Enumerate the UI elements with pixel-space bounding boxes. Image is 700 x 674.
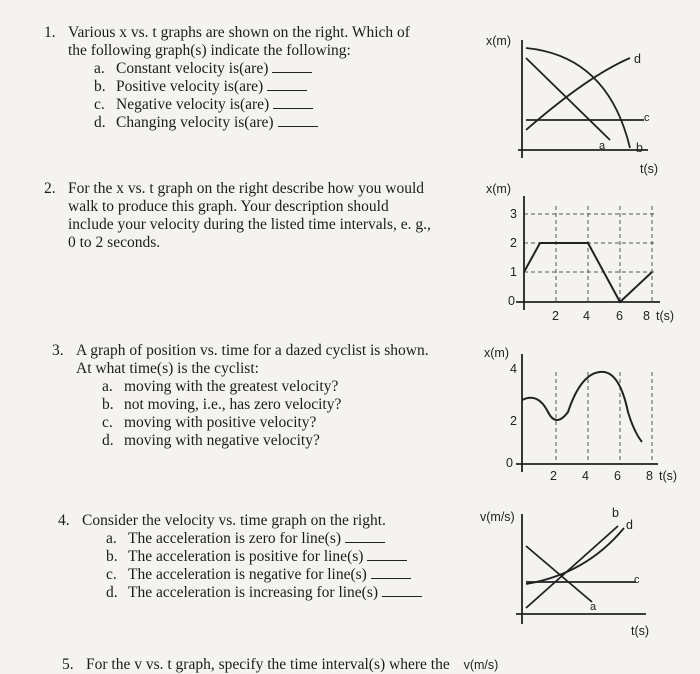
graph4-xlabel: t(s) <box>631 624 650 638</box>
answer-blank[interactable] <box>382 584 422 597</box>
graph2-ytick-3: 3 <box>510 207 517 221</box>
question-2: 2. For the x vs. t graph on the right describe how you would walk to produce this graph. Your description should include your velocity during the listed time intervals, e. g., 0 to 2 seconds. <box>44 180 431 251</box>
q5-graph-label: v(m/s) <box>463 658 499 672</box>
answer-blank[interactable] <box>371 566 411 579</box>
answer-blank[interactable] <box>273 96 313 109</box>
answer-blank[interactable] <box>267 78 307 91</box>
graph3-ytick-2: 2 <box>510 414 517 428</box>
graph3-xtick-4: 4 <box>582 469 589 483</box>
graph2-xtick-6: 6 <box>616 309 623 323</box>
q3-number: 3. <box>52 342 64 359</box>
q1-number: 1. <box>44 24 56 41</box>
graph1-label-c: c <box>644 112 650 124</box>
graph-3 <box>478 342 698 492</box>
answer-blank[interactable] <box>272 60 312 73</box>
q1-line1: Various x vs. t graphs are shown on the right. Which of <box>68 24 410 41</box>
graph2-ytick-2: 2 <box>510 236 517 250</box>
graph3-ytick-4: 4 <box>510 362 517 376</box>
graph4-line-d <box>526 528 624 584</box>
graph1-line-b <box>526 48 630 148</box>
question-4: 4. Consider the velocity vs. time graph on the right. a. The acceleration is zero for line(s) b. The acceleration is positive for line(s) c. The acceleration is negative for line(s) d. The acceleration is increasing for line(s) <box>58 512 422 602</box>
q3-item-c: c. moving with positive velocity? <box>102 414 317 431</box>
graph4-label-b: b <box>612 506 619 520</box>
graph4-line-b <box>526 526 618 608</box>
graph3-ylabel: x(m) <box>484 346 509 360</box>
graph4-label-a: a <box>590 601 597 613</box>
graph1-line-a <box>526 58 610 140</box>
graph1-label-d: d <box>634 52 641 66</box>
q1-item-c: c. Negative velocity is(are) <box>44 96 410 114</box>
graph2-ytick-1: 1 <box>510 265 517 279</box>
answer-blank[interactable] <box>278 114 318 127</box>
question-3: 3. A graph of position vs. time for a dazed cyclist is shown. At what time(s) is the cyclist: a. moving with the greatest velocity? b. not moving, i.e., has zero velocity? c. moving with positive velocity? d. moving with negative velocity? <box>52 342 429 449</box>
question-1 <box>44 24 410 132</box>
q4-item-d: d. The acceleration is increasing for line(s) <box>58 584 422 602</box>
graph-4 <box>476 504 686 644</box>
q1-item-a: a. Constant velocity is(are) <box>44 60 410 78</box>
q1-item-b: b. Positive velocity is(are) <box>44 78 410 96</box>
graph2-xtick-2: 2 <box>552 309 559 323</box>
graph3-xtick-2: 2 <box>550 469 557 483</box>
graph1-xlabel: t(s) <box>640 162 659 176</box>
graph4-label-c: c <box>634 574 640 586</box>
graph4-ylabel: v(m/s) <box>480 510 515 524</box>
graph4-label-d: d <box>626 518 633 532</box>
graph3-xtick-8: 8 <box>646 469 653 483</box>
graph2-ylabel: x(m) <box>486 182 511 196</box>
graph1-label-a: a <box>599 140 606 152</box>
graph3-grid <box>556 372 652 464</box>
q4-number: 4. <box>58 512 70 529</box>
graph2-xlabel: t(s) <box>656 309 675 323</box>
q5-number: 5. <box>62 656 74 673</box>
q3-item-a: a. moving with the greatest velocity? <box>102 378 339 395</box>
graph3-curve <box>522 372 642 442</box>
answer-blank[interactable] <box>367 548 407 561</box>
answer-blank[interactable] <box>345 530 385 543</box>
q2-number: 2. <box>44 180 56 197</box>
q4-item-a: a. The acceleration is zero for line(s) <box>58 530 422 548</box>
graph4-line-a <box>526 546 592 602</box>
graph3-xlabel: t(s) <box>659 469 678 483</box>
graph-2 <box>478 180 698 330</box>
graph-1 <box>478 28 678 178</box>
question-5: 5. For the v vs. t graph, specify the time interval(s) where the v(m/s) <box>62 656 499 673</box>
q1-line2: the following graph(s) indicate the following: <box>68 42 351 59</box>
graph3-xtick-6: 6 <box>614 469 621 483</box>
q4-item-b: b. The acceleration is positive for line(s) <box>58 548 422 566</box>
graph1-label-b: b <box>636 141 643 155</box>
graph1-ylabel: x(m) <box>486 34 511 48</box>
q3-item-b: b. not moving, i.e., has zero velocity? <box>102 396 342 413</box>
graph3-ytick-0: 0 <box>506 456 513 470</box>
graph2-ytick-0: 0 <box>508 294 515 308</box>
graph2-xtick-4: 4 <box>583 309 590 323</box>
q4-item-c: c. The acceleration is negative for line(s) <box>58 566 422 584</box>
q3-item-d: d. moving with negative velocity? <box>102 432 320 449</box>
graph2-xtick-8: 8 <box>643 309 650 323</box>
q1-item-d: d. Changing velocity is(are) <box>44 114 410 132</box>
